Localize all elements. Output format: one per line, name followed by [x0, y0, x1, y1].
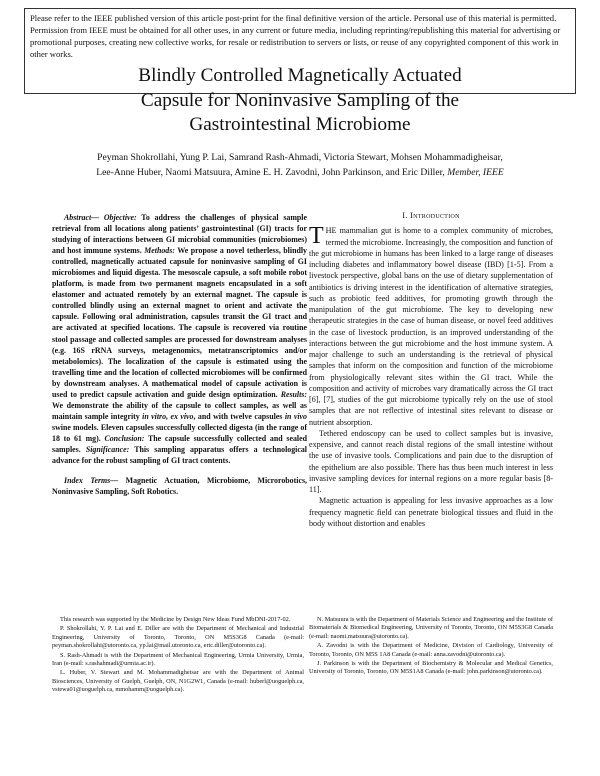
section-number: I.: [402, 211, 408, 220]
objective-text: To address the challenges of physical sample retrieval from all locations along patients’ gastrointestinal (GI) tracts for studying of interactions between GI microbial communities (microbiomes) and host immune systems.: [52, 213, 307, 256]
right-column: [309, 210, 553, 529]
title-line-3: Gastrointestinal Microbiome: [189, 114, 411, 135]
index-terms: [52, 475, 307, 497]
results-text-a: We demonstrate the ability of the capsule to collect samples, as well as maintain sample integrity: [52, 400, 307, 421]
results-italic-1: in vitro, ex vivo: [142, 411, 194, 421]
results-label: Results:: [280, 389, 307, 399]
left-column: [52, 212, 307, 497]
footnote-affiliation-6: J. Parkinson is with the Department of Biochemistry & Molecular and Medical Genetics, University of Toronto, Toronto, ON M5S1A8 Canada (e-mail: john.parkinson@utoronto.ca).: [309, 660, 553, 676]
authors-line-2-names: Lee-Anne Huber, Naomi Matsuura, Amine E. H. Zavodni, John Parkinson, and Eric Diller,: [96, 167, 445, 178]
footnote-affiliation-2: S. Rash-Ahmadi is with the Department of Mechanical Engineering, Urmia University, Urmia, Iran (e-mail: s.rashahmadi@urmia.ac.ir).: [52, 651, 304, 668]
index-terms-text: Magnetic Actuation, Microbiome, Microrobotics, Noninvasive Sampling, Soft Robotics.: [52, 476, 307, 497]
copyright-notice: Please refer to the IEEE published version of this article post-print for the final definitive version of the article. Personal use of this material is permitted. Permission from IEEE must be obtained for all other uses, in any current or future media, including reprinting/republishing this material for advertising or promotional purposes, creating new collective works, for resale or redistribution to servers or lists, or reuse of any copyrighted component of this work in other works.: [24, 8, 576, 94]
footnote-affiliation-3: L. Huber, V. Stewart and M. Mohammadigheisar are with the Department of Animal Biosciences, University of Guelph, Guelph, ON, N1G2W1, Canada (e-mail: huberl@uoguelph.ca, vstewa01@uoguelph.ca, mmohamm@uoguelph.ca).: [52, 669, 304, 694]
results-text-c: swine models. Eleven capsules successfully collected digesta (in the range of 18 to 61 mg).: [52, 422, 307, 443]
intro-paragraph-1: [309, 225, 553, 428]
intro-paragraph-2: Tethered endoscopy can be used to collect samples but is invasive, expensive, and cannot reach distal regions of the small intestine without the use of invasive tools. Complications and pain due to the disruption of the epithelium are also possible. There has thus been much interest in less invasive sampling devices for internal regions on a more regular basis [8-11].: [309, 428, 553, 494]
author-list: [40, 150, 560, 180]
section-heading: [309, 210, 553, 221]
index-terms-label: Index Terms—: [64, 476, 119, 486]
authors-line-2: [40, 165, 560, 180]
footnotes-right: [309, 616, 553, 678]
methods-text: We propose a novel tetherless, blindly controlled, magnetically actuated capsule for noninvasive sampling of GI microbiomes and liquid digesta. The mesoscale capsule, a soft mobile robot platform, is made from two permanent magnets encapsulated in a soft elastomer and actuated remotely by an external magnet. The capsule is controlled blindly using an external magnet to orient and activate the capsule. Following oral administration, capsules transit the GI tract and are activated at specified locations. The capsule is recovered via routine stool passage and collected samples are processed for downstream analyses (e.g. 16S rRNA surveys, metagenomics, metatranscriptomics and/or metabolomics). The localization of the capsule is estimated using the travelling time and the location of collected microbiomes will be confirmed by downstream analyses. A mathematical model of capsule activation is used to predict capsule activation and guide design optimization.: [52, 246, 307, 399]
footnote-affiliation-5: A. Zavodni is with the Department of Medicine, Division of Cardiology, University of Toronto, Toronto, ON M5S 1A8 Canada (e-mail: anna.zavodni@utoronto.ca).: [309, 642, 553, 658]
results-text-b: , and with twelve capsules: [193, 411, 283, 421]
methods-label: Methods:: [144, 246, 175, 256]
title-line-2: Capsule for Noninvasive Sampling of the: [140, 89, 460, 111]
title-line-1: Blindly Controlled Magnetically Actuated: [138, 65, 462, 86]
abstract: [52, 212, 307, 466]
footnote-affiliation-4: N. Matsuura is with the Department of Materials Science and Engineering and the Institute of Biomaterials & Biomedical Engineering, University of Toronto, Toronto, ON M5S3G8 Canada (e-mail: naomi.matsuura@utoronto.ca).: [309, 616, 553, 640]
footnotes-left: [52, 616, 304, 696]
results-italic-2: in vivo: [284, 411, 307, 421]
authors-line-1: Peyman Shokrollahi, Yung P. Lai, Samrand Rash-Ahmadi, Victoria Stewart, Mohsen Mohammadigheisar,: [97, 152, 503, 163]
conclusion-label: Conclusion:: [104, 433, 145, 443]
footnote-affiliation-1: P. Shokrollahi, Y. P. Lai and E. Diller are with the Department of Mechanical and Industrial Engineering, University of Toronto, Toronto, ON M5S3G8 Canada (e-mail: peyman.shokrollahi@utoronto.ca, yp.lai@mail.utoronto.ca, eric.diller@utoronto.ca).: [52, 625, 304, 650]
paper-title: [40, 64, 560, 138]
objective-label: Objective:: [103, 213, 137, 222]
conclusion-text: The capsule successfully collected and sealed samples.: [52, 433, 307, 454]
drop-cap: T: [309, 223, 324, 250]
intro-paragraph-3: Magnetic actuation is appealing for less invasive approaches as a low frequency magnetic field can penetrate biological tissues and fluid in the body without distortion and enables: [309, 496, 553, 528]
intro-paragraph-1-text: HE mammalian gut is home to a complex community of microbes, termed the microbiome. Increasingly, the composition and function of the gut microbiome in humans has been linked to a large range of diseases including diabetes and inflammatory bowel disease (IBD) [1-5]. From a livestock perspective, global bans on the use of dietary supplementation of antibiotics is driving interest in the identification of alternative strategies, such as probiotic feed additives, for promoting growth through the manipulation of the gut microbiome. The key to developing new therapeutic strategies in the case of human disease, or novel feed additives in the case of livestock production, is an improved understanding of the interactions between the gut microbiome and the host immune system. A major challenge to such an understanding is the retrieval of physical samples that inform on the composition and function of the microbiome from physiologically relevant sites within the GI tract. While the composition and activity of microbes vary dramatically across the GI tract [6], [7], studies of the gut microbiome typically rely on the use of stool samples that are not reflective of intestinal sites relevant to disease or nutrient absorption.: [309, 226, 553, 427]
footnote-funding: This research was supported by the Medicine by Design New Ideas Fund MbDNI-2017-02.: [60, 616, 291, 623]
section-title: Introduction: [410, 211, 460, 220]
abstract-label: Abstract—: [64, 213, 100, 222]
significance-text: This sampling apparatus offers a technological advance for the robust sampling of GI tract contents.: [52, 444, 307, 466]
significance-label: Significance:: [85, 444, 130, 454]
authors-member-designation: Member, IEEE: [447, 167, 504, 178]
